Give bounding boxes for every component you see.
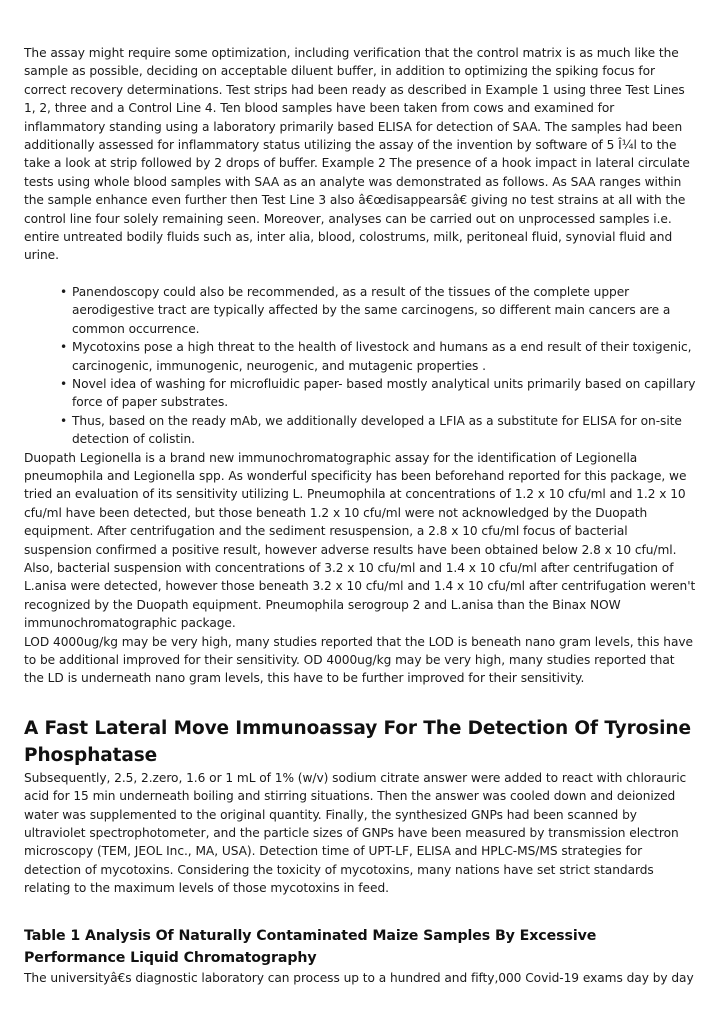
bullet-item: • Mycotoxins pose a high threat to the health of livestock and humans as a end result of their toxigenic, carcinogenic, immunogenic, neurogenic, and mutagenic properties .: [72, 338, 696, 375]
bullet-item: • Novel idea of washing for microfluidic paper- based mostly analytical units primarily based on capillary force of paper substrates.: [72, 375, 696, 412]
bullet-item: • Thus, based on the ready mAb, we additionally developed a LFIA as a substitute for ELISA for on-site detection of colistin.: [72, 412, 696, 449]
paragraph-duopath-legionella: Duopath Legionella is a brand new immunochromatographic assay for the identification of Legionella pneumophila and Legionella spp. As wonderful specificity has been beforehand reported for this package, we tried an evaluation of its sensitivity utilizing L. Pneumophila at concentrations of 1.2 x 10 cfu/ml and 1.2 x 10 cfu/ml have been detected, but those beneath 1.2 x 10 cfu/ml were not acknowledged by the Duopath equipment. After centrifugation and the sediment resuspension, a 2.8 x 10 cfu/ml focus of bacterial suspension confirmed a positive result, however adverse results have been obtained below 2.8 x 10 cfu/ml. Also, bacterial suspension with concentrations of 3.2 x 10 cfu/ml and 1.4 x 10 cfu/ml after centrifugation of L.anisa were detected, however those beneath 3.2 x 10 cfu/ml and 1.4 x 10 cfu/ml after centrifugation weren't recognized by the Duopath equipment. Pneumophila serogroup 2 and L.anisa than the Binax NOW immunochromatographic package.: [24, 450, 696, 631]
paragraph-lod-sensitivity: LOD 4000ug/kg may be very high, many studies reported that the LOD is beneath nano gram levels, this have to be additional improved for their sensitivity. OD 4000ug/kg may be very high, many studies reported that the LD is underneath nano gram levels, this have to be further improved for their sensitivity.: [24, 634, 693, 686]
paragraph-assay-optimization: The assay might require some optimization, including verification that the control matrix is as much like the sample as possible, deciding on acceptable diluent buffer, in addition to optimizing the spiking focus for correct recovery determinations. Test strips had been ready as described in Example 1 using three Test Lines 1, 2, three and a Control Line 4. Ten blood samples have been taken from cows and examined for inflammatory standing using a laboratory primarily based ELISA for detection of SAA. The samples had been additionally assessed for inflammatory status utilizing the assay of the invention by software of 5 Î¼l to the take a look at strip followed by 2 drops of buffer. Example 2 The presence of a hook impact in lateral circulate tests using whole blood samples with SAA as an analyte was demonstrated as follows. As SAA ranges within the sample enhance even further then Test Line 3 also â€œdisappearsâ€ giving no test strains at all with the control line four solely remaining seen. Moreover, analyses can be carried out on unprocessed samples i.e. entire untreated bodily fluids such as, inter alia, blood, colostrums, milk, peritoneal fluid, synovial fluid and urine.: [24, 46, 690, 263]
subsection-heading: Table 1 Analysis Of Naturally Contaminated Maize Samples By Excessive Performance Liquid Chromatography: [24, 927, 597, 966]
section-heading: A Fast Lateral Move Immunoassay For The Detection Of Tyrosine Phosphatase: [24, 717, 691, 766]
paragraph-gnp-synthesis: Subsequently, 2.5, 2.zero, 1.6 or 1 mL of 1% (w/v) sodium citrate answer were added to react with chlorauric acid for 15 min underneath boiling and stirring situations. Then the answer was cooled down and deionized water was supplemented to the original quantity. Finally, the synthesized GNPs had been scanned by ultraviolet spectrophotometer, and the particle sizes of GNPs have been measured by transmission electron microscopy (TEM, JEOL Inc., MA, USA). Detection time of UPT-LF, ELISA and HPLC-MS/MS strategies for detection of mycotoxins. Considering the toxicity of mycotoxins, many nations have set strict standards relating to the maximum levels of those mycotoxins in feed.: [24, 770, 687, 896]
bullet-item: • Panendoscopy could also be recommended, as a result of the tissues of the complete upper aerodigestive tract are typically affected by the same carcinogens, so different main cancers are a common occurrence.: [72, 283, 696, 338]
bullet-list: [24, 283, 696, 449]
paragraph-university-lab: The universityâ€s diagnostic laboratory can process up to a hundred and fifty,000 Covid-19 exams day by day: [24, 970, 694, 985]
